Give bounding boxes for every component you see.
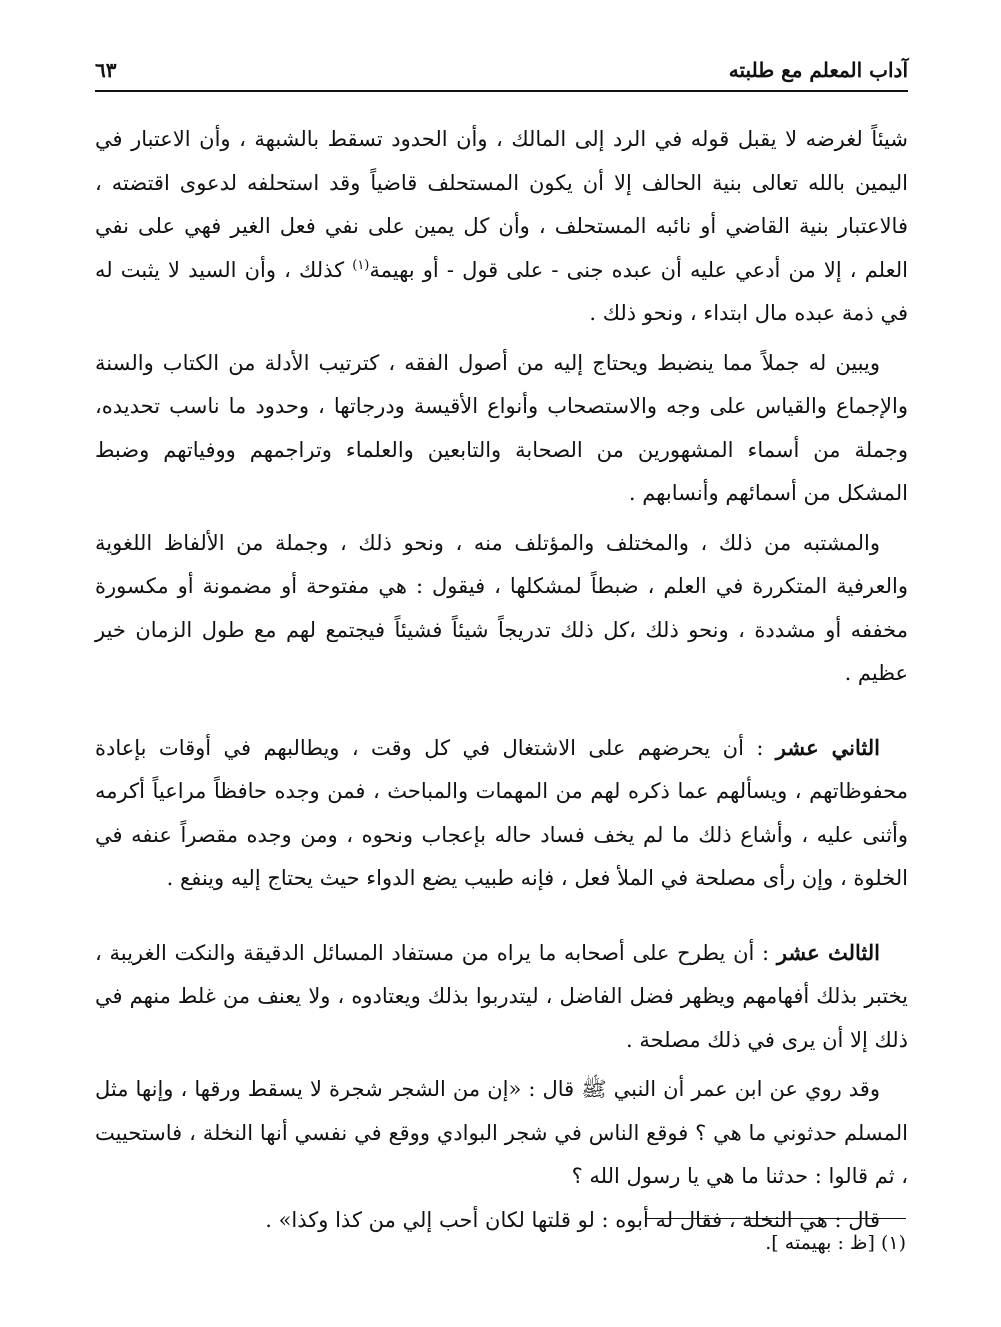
footnote-reference: (١) [352,257,370,273]
paragraph-text: والمشتبه من ذلك ، والمختلف والمؤتلف منه ، ونحو ذلك ، وجملة من الألفاظ اللغوية والعرفية المتكررة في العلم ، ضبطاً لمشكلها ، فيقول : هي مفتوحة أو مضمونة أو مكسورة مخففه أو مشددة ، ونحو ذلك ،كل ذلك تدريجاً شيئاً فشيئاً فيجتمع لهم مع طول الزمان خير عظيم . [95,530,908,685]
paragraph-text: ويبين له جملاً مما ينضبط ويحتاج إليه من أصول الفقه ، كترتيب الأدلة من الكتاب والسنة والإجماع والقياس على وجه والاستصحاب وأنواع الأقيسة ودرجاتها ، وحدود ما ناسب تحديده، وجملة من أسماء المشهورين من الصحابة والتابعين والعلماء وتراجمهم ووفياتهم وضبط المشكل من أسمائهم وأنسابهم . [95,350,908,505]
section-heading-twelfth: الثاني عشر [775,734,880,760]
paragraph [95,342,908,516]
footnote: (١) [ظ : بهيمته ]. [765,1232,906,1254]
paragraph [95,726,908,901]
paragraph-text-continued: كذلك ، وأن السيد لا يثبت له في ذمة عبده مال ابتداء ، ونحو ذلك . [95,257,908,325]
paragraph [95,1068,908,1199]
section-heading-thirteenth: الثالث عشر [776,939,880,965]
paragraph [95,118,908,336]
page-number: ٦٣ [95,58,117,82]
paragraph-text: : أن يحرضهم على الاشتغال في كل وقت ، ويطالبهم في أوقات بإعادة محفوظاتهم ، ويسألهم عما ذكره لهم من المهمات والمباحث ، فمن وجده حافظاً مراعياً أكرمه وأثنى عليه ، وأشاع ذلك ما لم يخف فساد حاله بإعجاب ونحوه ، ومن وجده مقصراً عنفه في الخلوة ، وإن رأى مصلحة في الملأ فعل ، فإنه طبيب يضع الدواء حيث يحتاج إليه وينفع . [95,735,908,890]
paragraph-text: : أن يطرح على أصحابه ما يراه من مستفاد المسائل الدقيقة والنكت الغريبة ، يختبر بذلك أفهامهم ويظهر فضل الفاضل ، ليتدربوا بذلك ويعتادوه ، ولا يعنف من غلط منهم في ذلك إلا أن يرى في ذلك مصلحة . [95,940,908,1052]
running-title: آداب المعلم مع طلبته [728,58,908,82]
footnote-divider [646,1218,906,1219]
page-header [95,52,908,92]
paragraph [95,931,908,1063]
main-text [95,118,908,1242]
paragraph-text: قال : هي النخلة ، فقال له أبوه : لو قلتها لكان أحب إلي من كذا وكذا» . [265,1207,880,1232]
paragraph-text: وقد روي عن ابن عمر أن النبي ﷺ قال : «إن من الشجر شجرة لا يسقط ورقها ، وإنها مثل المسلم حدثوني ما هي ؟ فوقع الناس في شجر البوادي ووقع في نفسي أنها النخلة ، فاستحييت ، ثم قالوا : حدثنا ما هي يا رسول الله ؟ [95,1077,908,1188]
paragraph-text: شيئاً لغرضه لا يقبل قوله في الرد إلى المالك ، وأن الحدود تسقط بالشبهة ، وأن الاعتبار في اليمين بالله تعالى بنية الحالف إلا أن يكون المستحلف قاضياً وقد استحلفه لدعوى اقتضته ، فالاعتبار بنية القاضي أو نائبه المستحلف ، وأن كل يمين على نفي فعل الغير فهي على نفي العلم ، إلا من أدعي عليه أن عبده جنى - على قول - أو بهيمة [95,127,908,282]
paragraph [95,522,908,696]
